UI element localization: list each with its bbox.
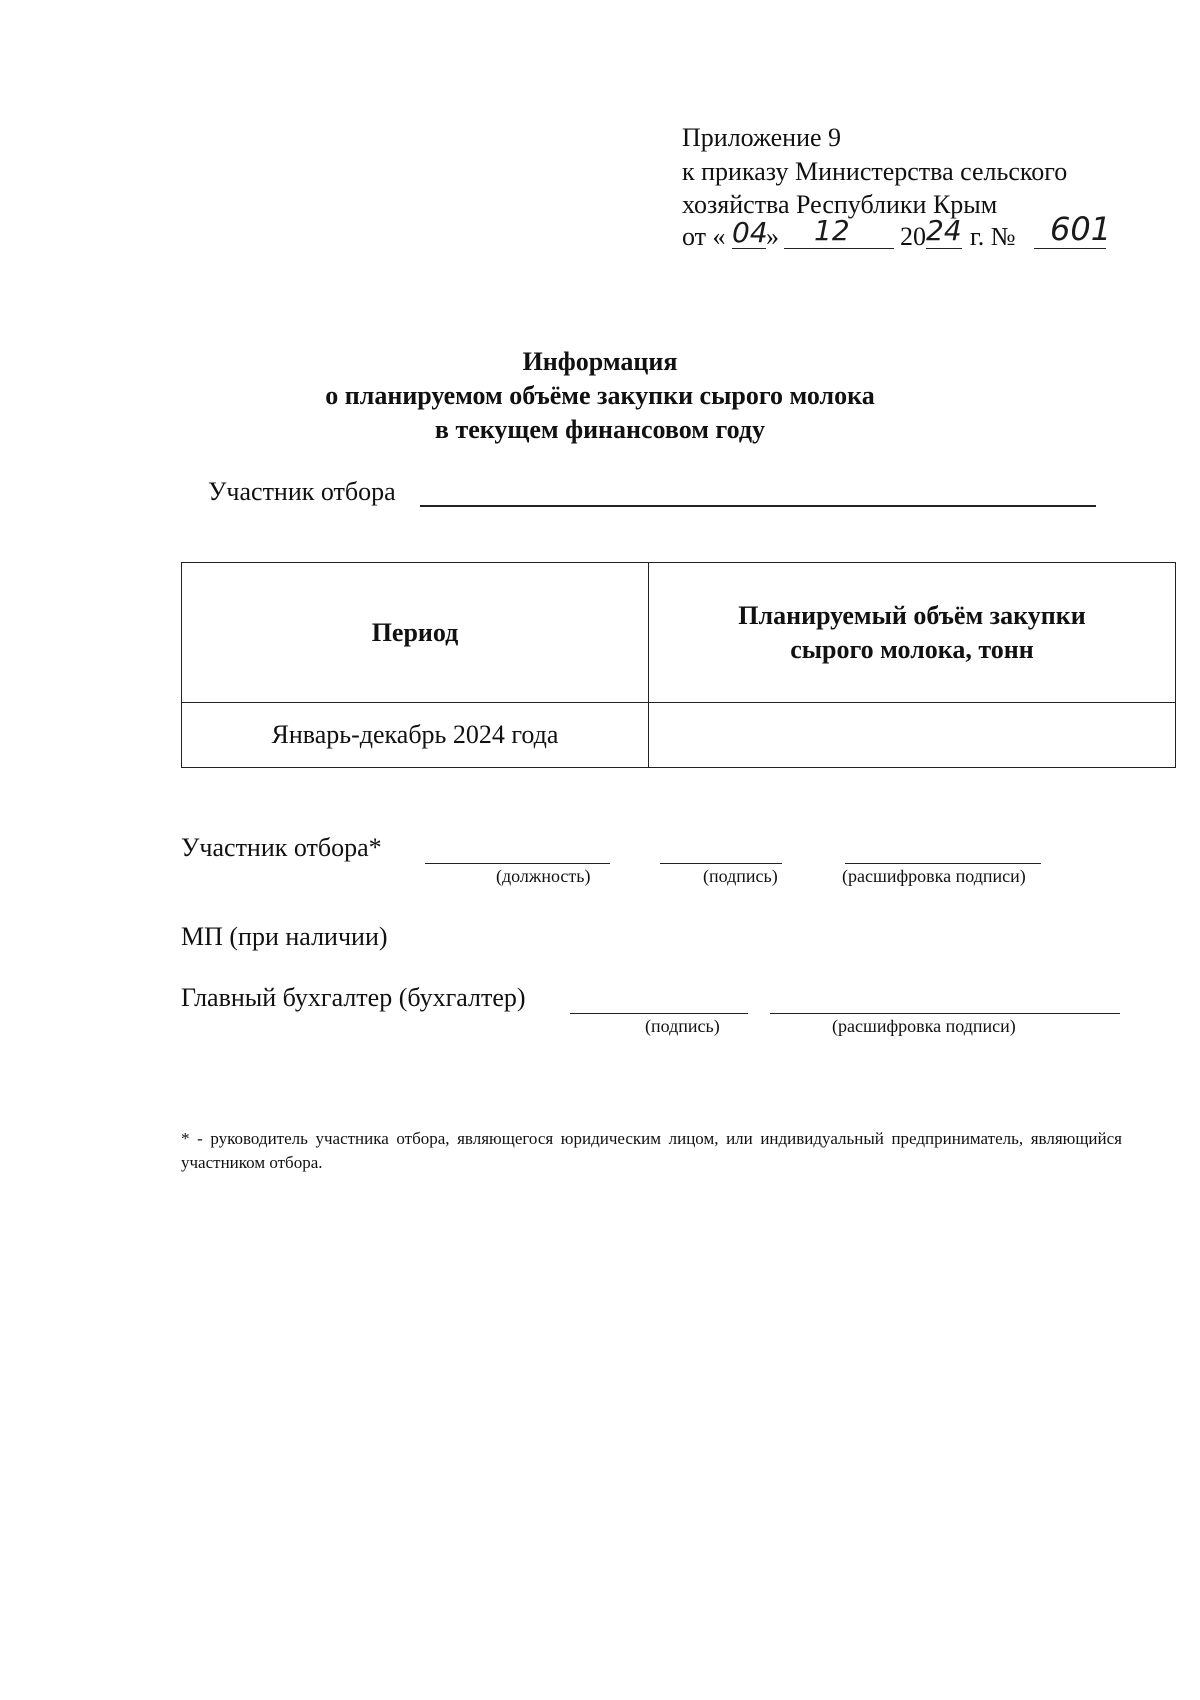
- order-reference-line: к приказу Министерства сельского: [682, 157, 1068, 186]
- accountant-decoding-field[interactable]: [770, 1013, 1120, 1014]
- footnote: * - руководитель участника отбора, являющегося юридическим лицом, или индивидуальный предприниматель, являющийся участником отбора.: [181, 1129, 1122, 1172]
- month-underline: [784, 248, 894, 249]
- position-caption: (должность): [496, 866, 591, 886]
- year-prefix: 20: [900, 222, 926, 251]
- table-cell-volume[interactable]: [649, 703, 1175, 767]
- participant-label: Участник отбора: [208, 477, 396, 506]
- handwritten-number: 601: [1050, 210, 1112, 248]
- appendix-number: Приложение 9: [682, 123, 842, 152]
- seal-label: МП (при наличии): [181, 922, 388, 951]
- document-title: Информация: [522, 347, 678, 376]
- number-label: г. №: [970, 222, 1016, 251]
- purchase-volume-table: [181, 562, 1176, 768]
- document-subtitle-line1: о планируемом объёме закупки сырого молока: [325, 381, 875, 410]
- participant-signature-label: Участник отбора*: [181, 833, 382, 862]
- document-subtitle-line2: в текущем финансовом году: [434, 415, 766, 444]
- handwritten-day: 04: [732, 216, 768, 249]
- number-underline: [1034, 248, 1106, 249]
- participant-name-field[interactable]: [420, 505, 1096, 507]
- handwritten-year: 24: [926, 214, 962, 247]
- position-field[interactable]: [425, 863, 610, 864]
- ministry-line: хозяйства Республики Крым: [682, 190, 998, 219]
- year-underline: [926, 248, 962, 249]
- accountant-signature-caption: (подпись): [645, 1016, 720, 1036]
- table-header-volume: Планируемый объём закупки сырого молока, тонн: [738, 600, 1086, 664]
- table-cell-period: Январь-декабрь 2024 года: [271, 720, 559, 749]
- accountant-decoding-caption: (расшифровка подписи): [832, 1016, 1016, 1036]
- accountant-label: Главный бухгалтер (бухгалтер): [181, 983, 526, 1012]
- handwritten-month: 12: [814, 214, 850, 247]
- table-header-period: Период: [371, 617, 459, 647]
- decoding-caption: (расшифровка подписи): [842, 866, 1026, 886]
- signature-caption: (подпись): [703, 866, 778, 886]
- signature-decoding-field[interactable]: [845, 863, 1041, 864]
- day-underline: [732, 248, 766, 249]
- signature-field[interactable]: [660, 863, 782, 864]
- accountant-signature-field[interactable]: [570, 1013, 748, 1014]
- date-close-quote: »: [766, 222, 779, 251]
- date-prefix: от «: [682, 222, 726, 251]
